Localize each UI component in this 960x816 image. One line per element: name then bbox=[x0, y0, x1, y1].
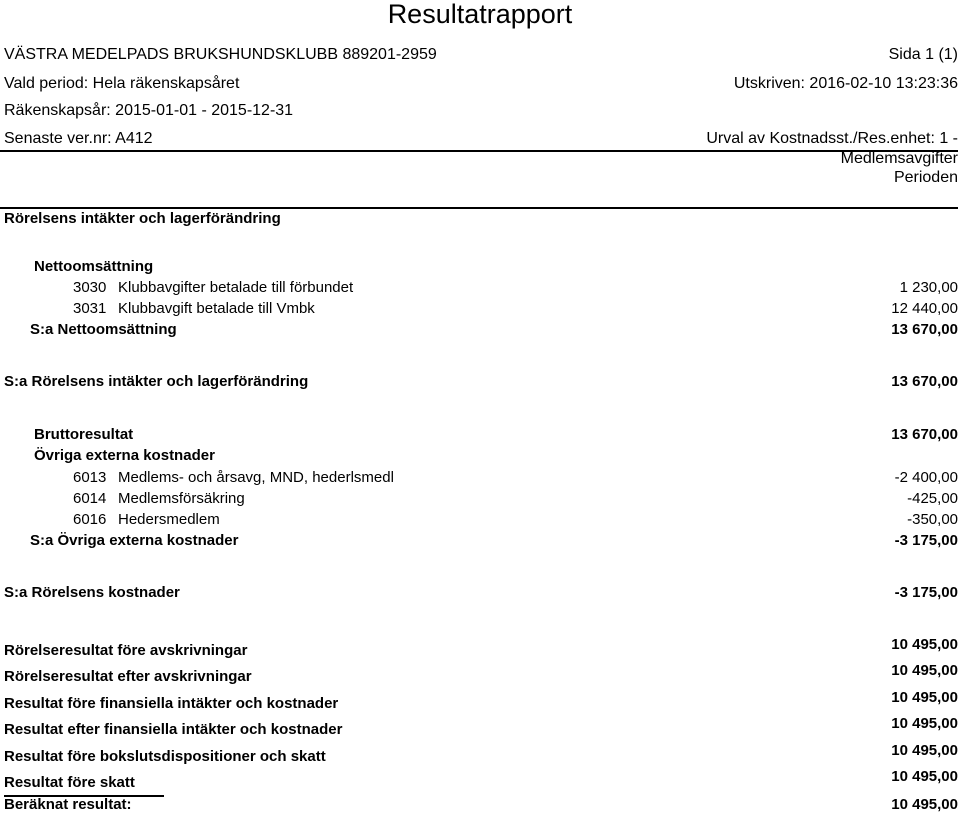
header-divider bbox=[0, 150, 958, 152]
account-name: Medlems- och årsavg, MND, hederlsmedl bbox=[118, 469, 394, 486]
result-label: Resultat före bokslutsdispositioner och skatt bbox=[4, 748, 326, 765]
result-value: 10 495,00 bbox=[891, 768, 958, 785]
result-value: 10 495,00 bbox=[891, 715, 958, 732]
printed-timestamp: Utskriven: 2016-02-10 13:23:36 bbox=[733, 75, 958, 92]
page-number: Sida 1 (1) bbox=[888, 46, 958, 63]
final-result-value: 10 495,00 bbox=[891, 796, 958, 813]
result-value: 10 495,00 bbox=[891, 636, 958, 653]
gross-result-value: 13 670,00 bbox=[891, 426, 958, 443]
account-number: 6013 bbox=[73, 469, 107, 486]
result-label: Resultat efter finansiella intäkter och kostnader bbox=[4, 721, 343, 738]
selection-line-1: Urval av Kostnadsst./Res.enhet: 1 - bbox=[706, 130, 958, 147]
revenue-sum-label: S:a Rörelsens intäkter och lagerförändring bbox=[4, 373, 309, 390]
result-label: Rörelseresultat efter avskrivningar bbox=[4, 668, 252, 685]
account-name: Klubbavgifter betalade till förbundet bbox=[118, 279, 354, 296]
account-amount: -350,00 bbox=[907, 511, 958, 528]
account-number: 3031 bbox=[73, 300, 107, 317]
result-value: 10 495,00 bbox=[891, 662, 958, 679]
account-amount: -2 400,00 bbox=[894, 469, 958, 486]
fiscal-year: Räkenskapsår: 2015-01-01 - 2015-12-31 bbox=[4, 102, 294, 119]
revenue-heading: Rörelsens intäkter och lagerförändring bbox=[4, 210, 281, 227]
account-number: 3030 bbox=[73, 279, 107, 296]
account-amount: -425,00 bbox=[907, 490, 958, 507]
result-label: Resultat före skatt bbox=[4, 774, 135, 791]
other-external-sum-value: -3 175,00 bbox=[894, 532, 958, 549]
result-label: Rörelseresultat före avskrivningar bbox=[4, 642, 248, 659]
net-sales-sum-value: 13 670,00 bbox=[891, 321, 958, 338]
account-number: 6016 bbox=[73, 511, 107, 528]
final-result-label: Beräknat resultat: bbox=[4, 796, 132, 813]
net-sales-sum-label: S:a Nettoomsättning bbox=[30, 321, 177, 338]
other-external-heading: Övriga externa kostnader bbox=[34, 447, 215, 464]
result-value: 10 495,00 bbox=[891, 689, 958, 706]
operating-costs-sum-label: S:a Rörelsens kostnader bbox=[4, 584, 180, 601]
other-external-sum-label: S:a Övriga externa kostnader bbox=[30, 532, 239, 549]
result-label: Resultat före finansiella intäkter och kostnader bbox=[4, 695, 339, 712]
last-verification: Senaste ver.nr: A412 bbox=[4, 130, 153, 147]
operating-costs-sum-value: -3 175,00 bbox=[894, 584, 958, 601]
account-name: Medlemsförsäkring bbox=[118, 490, 245, 507]
gross-result-label: Bruttoresultat bbox=[34, 426, 134, 443]
column-divider bbox=[0, 207, 958, 209]
selected-period: Vald period: Hela räkenskapsåret bbox=[4, 75, 240, 92]
account-number: 6014 bbox=[73, 490, 107, 507]
net-sales-heading: Nettoomsättning bbox=[34, 258, 154, 275]
account-name: Klubbavgift betalade till Vmbk bbox=[118, 300, 315, 317]
revenue-sum-value: 13 670,00 bbox=[891, 373, 958, 390]
organization-name: VÄSTRA MEDELPADS BRUKSHUNDSKLUBB 889201-2959 bbox=[4, 46, 437, 63]
result-value: 10 495,00 bbox=[891, 742, 958, 759]
account-amount: 1 230,00 bbox=[899, 279, 958, 296]
report-title: Resultatrapport bbox=[387, 0, 573, 29]
account-amount: 12 440,00 bbox=[891, 300, 958, 317]
selection-line-2: Medlemsavgifter bbox=[840, 150, 958, 167]
column-header-period: Perioden bbox=[893, 169, 958, 186]
account-name: Hedersmedlem bbox=[118, 511, 220, 528]
